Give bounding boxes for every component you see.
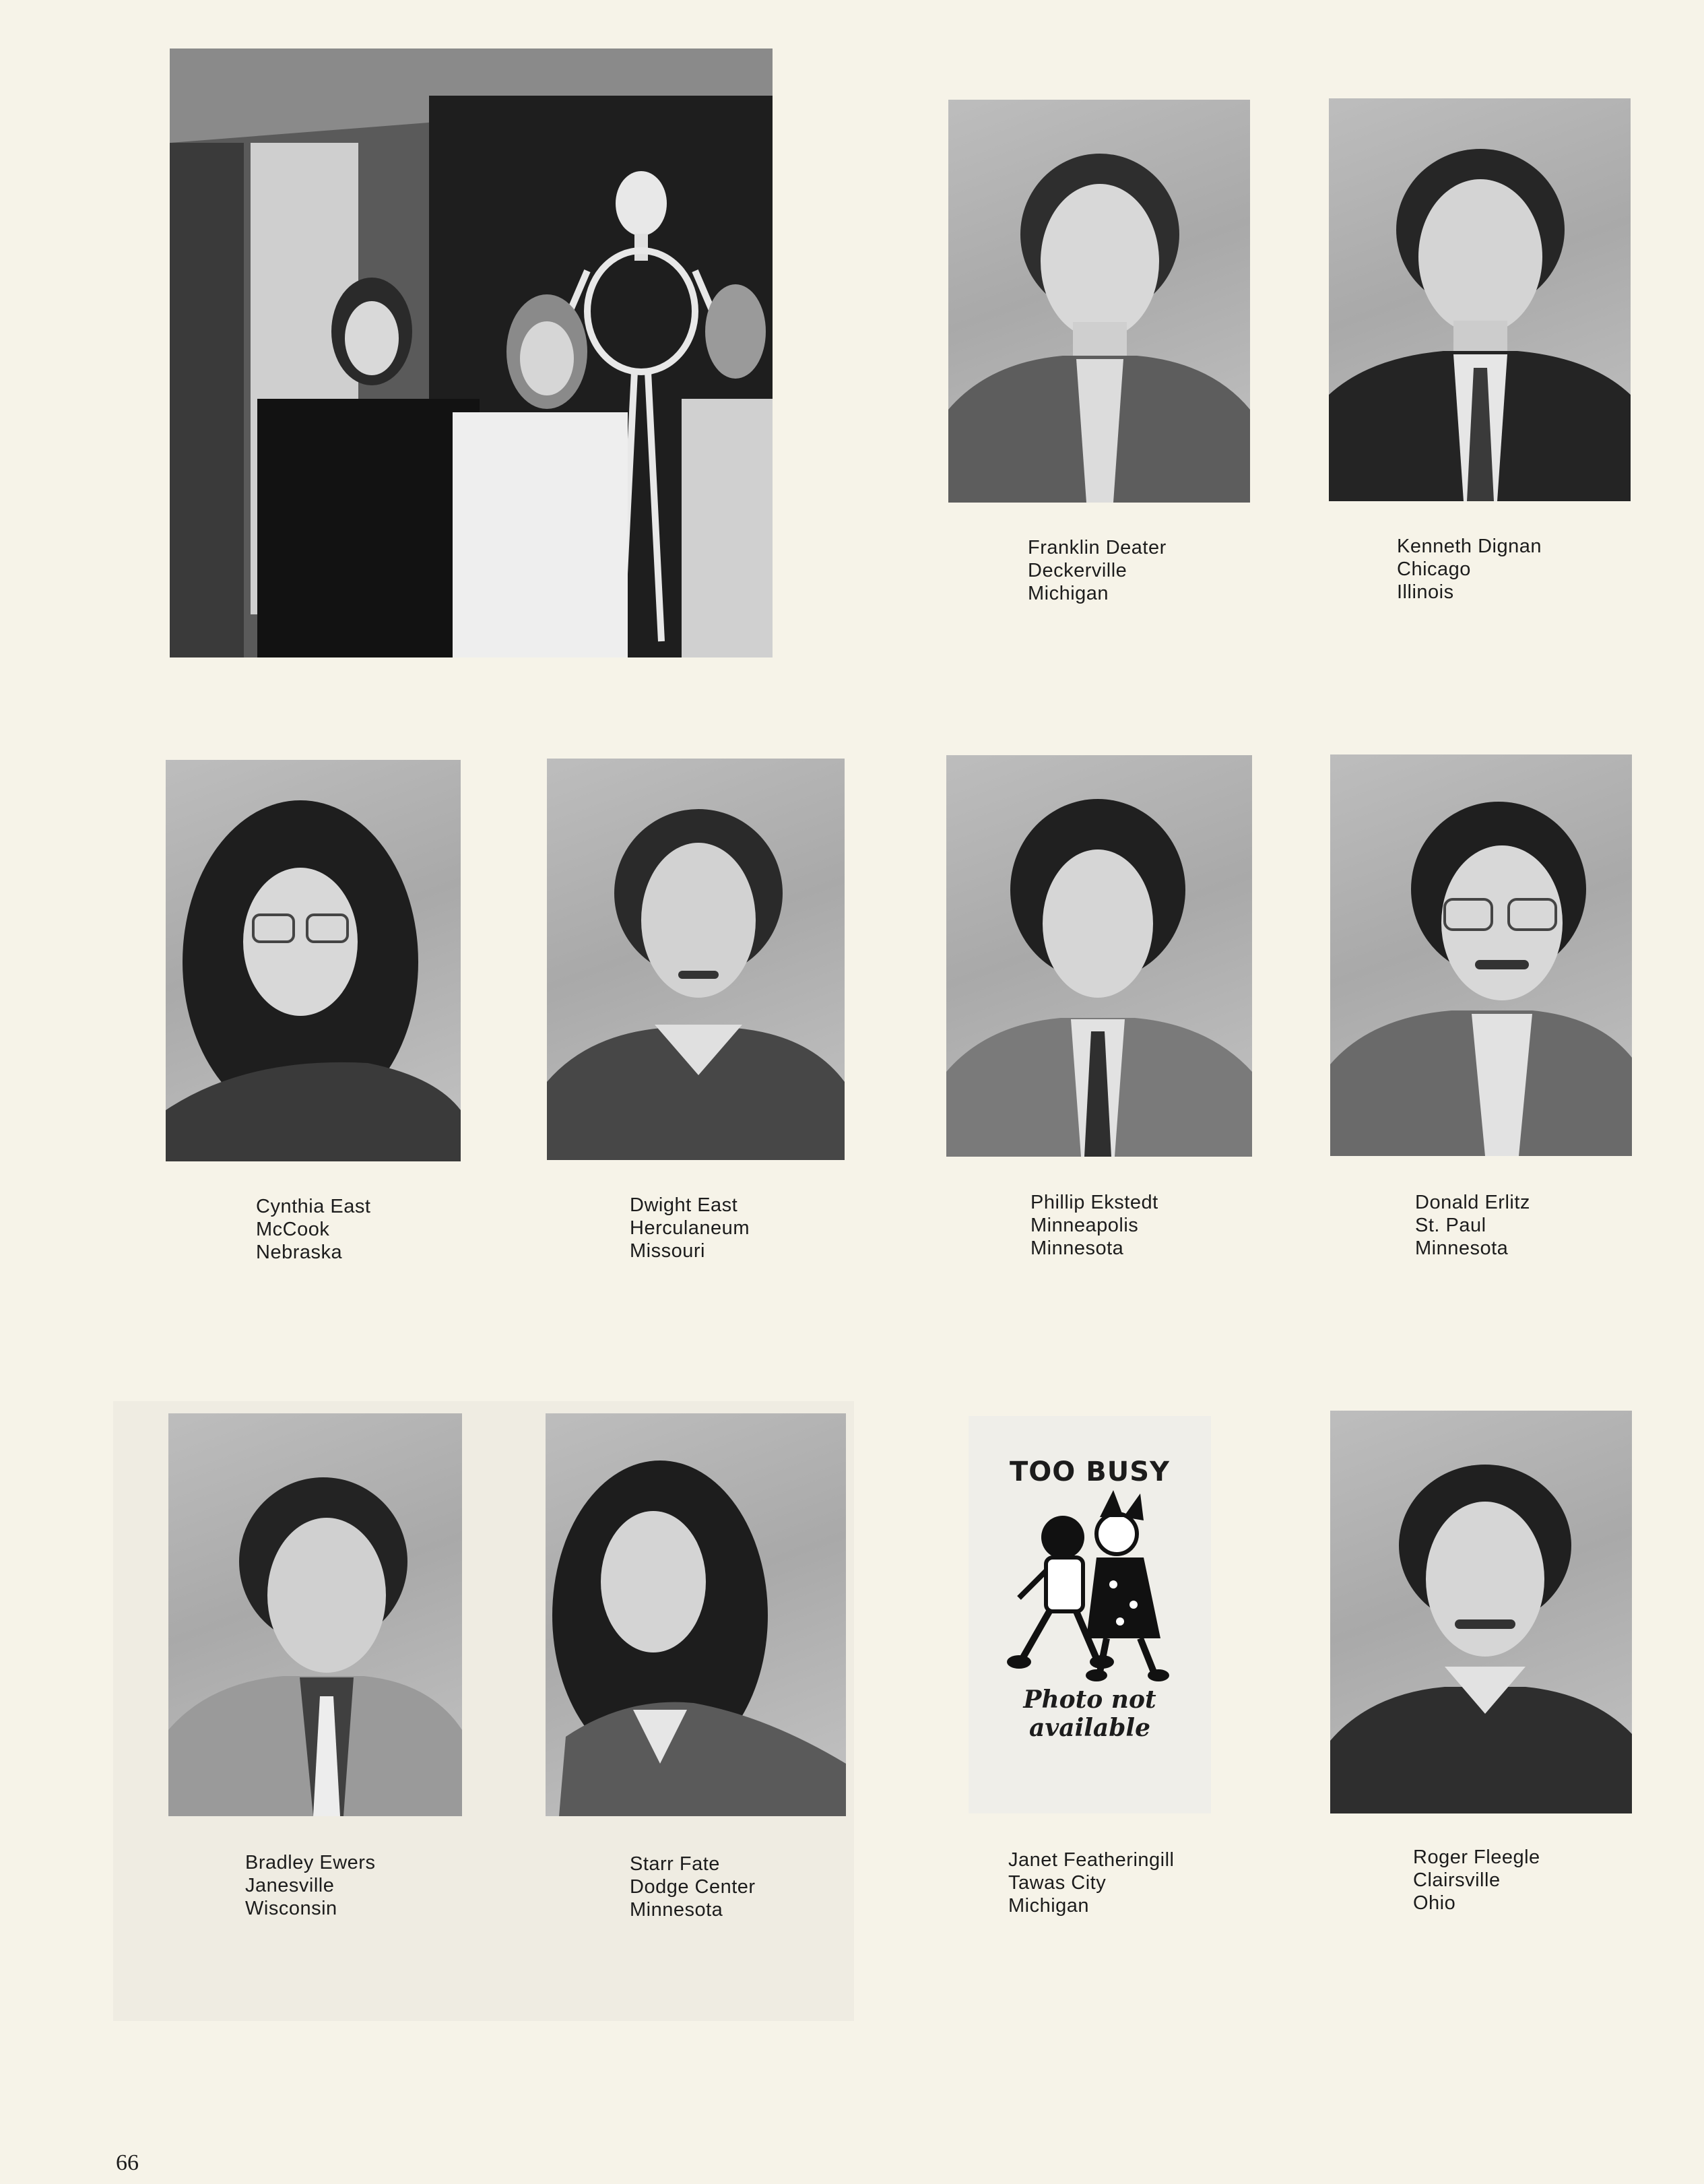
- portrait-illustration: [948, 100, 1250, 503]
- student-state: Wisconsin: [245, 1898, 337, 1919]
- student-state: Minnesota: [1030, 1238, 1124, 1259]
- portrait-illustration: [166, 760, 461, 1161]
- portrait-franklin-deater: [948, 100, 1250, 503]
- student-state: Ohio: [1413, 1892, 1456, 1914]
- portrait-kenneth-dignan: [1329, 98, 1631, 501]
- portrait-illustration: [1329, 98, 1631, 501]
- running-children-icon: [969, 1416, 1211, 1813]
- student-name: Dwight East: [630, 1194, 738, 1216]
- caption-donald-erlitz: [1415, 1191, 1530, 1260]
- student-city: Minneapolis: [1030, 1215, 1139, 1236]
- student-city: Deckerville: [1028, 560, 1127, 581]
- group-photo-illustration: [170, 49, 773, 657]
- caption-bradley-ewers: [245, 1851, 375, 1920]
- caption-starr-fate: [630, 1853, 756, 1921]
- student-city: Clairsville: [1413, 1869, 1501, 1891]
- student-city: Herculaneum: [630, 1217, 750, 1239]
- student-name: Janet Featheringill: [1008, 1849, 1175, 1871]
- portrait-bradley-ewers: [168, 1413, 462, 1816]
- photo-not-available-text: Photo not available: [1023, 1685, 1156, 1742]
- portrait-cynthia-east: [166, 760, 461, 1161]
- caption-franklin-deater: [1028, 536, 1167, 605]
- student-city: Chicago: [1397, 558, 1471, 580]
- portrait-donald-erlitz: [1330, 754, 1632, 1156]
- caption-kenneth-dignan: [1397, 535, 1542, 604]
- portrait-dwight-east: [547, 759, 845, 1160]
- portrait-phillip-ekstedt: [946, 755, 1252, 1157]
- student-name: Cynthia East: [256, 1196, 371, 1217]
- student-city: St. Paul: [1415, 1215, 1486, 1236]
- student-city: McCook: [256, 1219, 330, 1240]
- student-city: Dodge Center: [630, 1876, 756, 1898]
- page-number: 66: [116, 2150, 139, 2175]
- student-name: Roger Fleegle: [1413, 1846, 1540, 1868]
- student-name: Starr Fate: [630, 1853, 720, 1875]
- caption-dwight-east: [630, 1194, 750, 1262]
- group-photo: [170, 49, 773, 657]
- portrait-illustration: [946, 755, 1252, 1157]
- portrait-illustration: [1330, 1411, 1632, 1813]
- portrait-starr-fate: [546, 1413, 846, 1816]
- student-state: Missouri: [630, 1240, 705, 1262]
- student-name: Franklin Deater: [1028, 537, 1167, 558]
- student-name: Bradley Ewers: [245, 1852, 376, 1873]
- student-state: Minnesota: [1415, 1238, 1509, 1259]
- student-state: Nebraska: [256, 1242, 343, 1263]
- portrait-illustration: [168, 1413, 462, 1816]
- caption-phillip-ekstedt: [1030, 1191, 1158, 1260]
- too-busy-title: TOO BUSY: [1010, 1456, 1170, 1487]
- student-name: Phillip Ekstedt: [1030, 1192, 1158, 1213]
- caption-janet-featheringill: [1008, 1849, 1174, 1917]
- student-state: Michigan: [1008, 1895, 1090, 1917]
- portrait-illustration: [546, 1413, 846, 1816]
- caption-roger-fleegle: [1413, 1846, 1540, 1915]
- portrait-roger-fleegle: [1330, 1411, 1632, 1813]
- student-state: Michigan: [1028, 583, 1109, 604]
- portrait-illustration: [547, 759, 845, 1160]
- student-state: Illinois: [1397, 581, 1454, 603]
- student-state: Minnesota: [630, 1899, 723, 1921]
- portrait-illustration: [1330, 754, 1632, 1156]
- student-city: Janesville: [245, 1875, 335, 1896]
- photo-not-available-card: [969, 1416, 1211, 1813]
- student-city: Tawas City: [1008, 1872, 1107, 1894]
- student-name: Kenneth Dignan: [1397, 536, 1542, 557]
- caption-cynthia-east: [256, 1195, 370, 1264]
- student-name: Donald Erlitz: [1415, 1192, 1530, 1213]
